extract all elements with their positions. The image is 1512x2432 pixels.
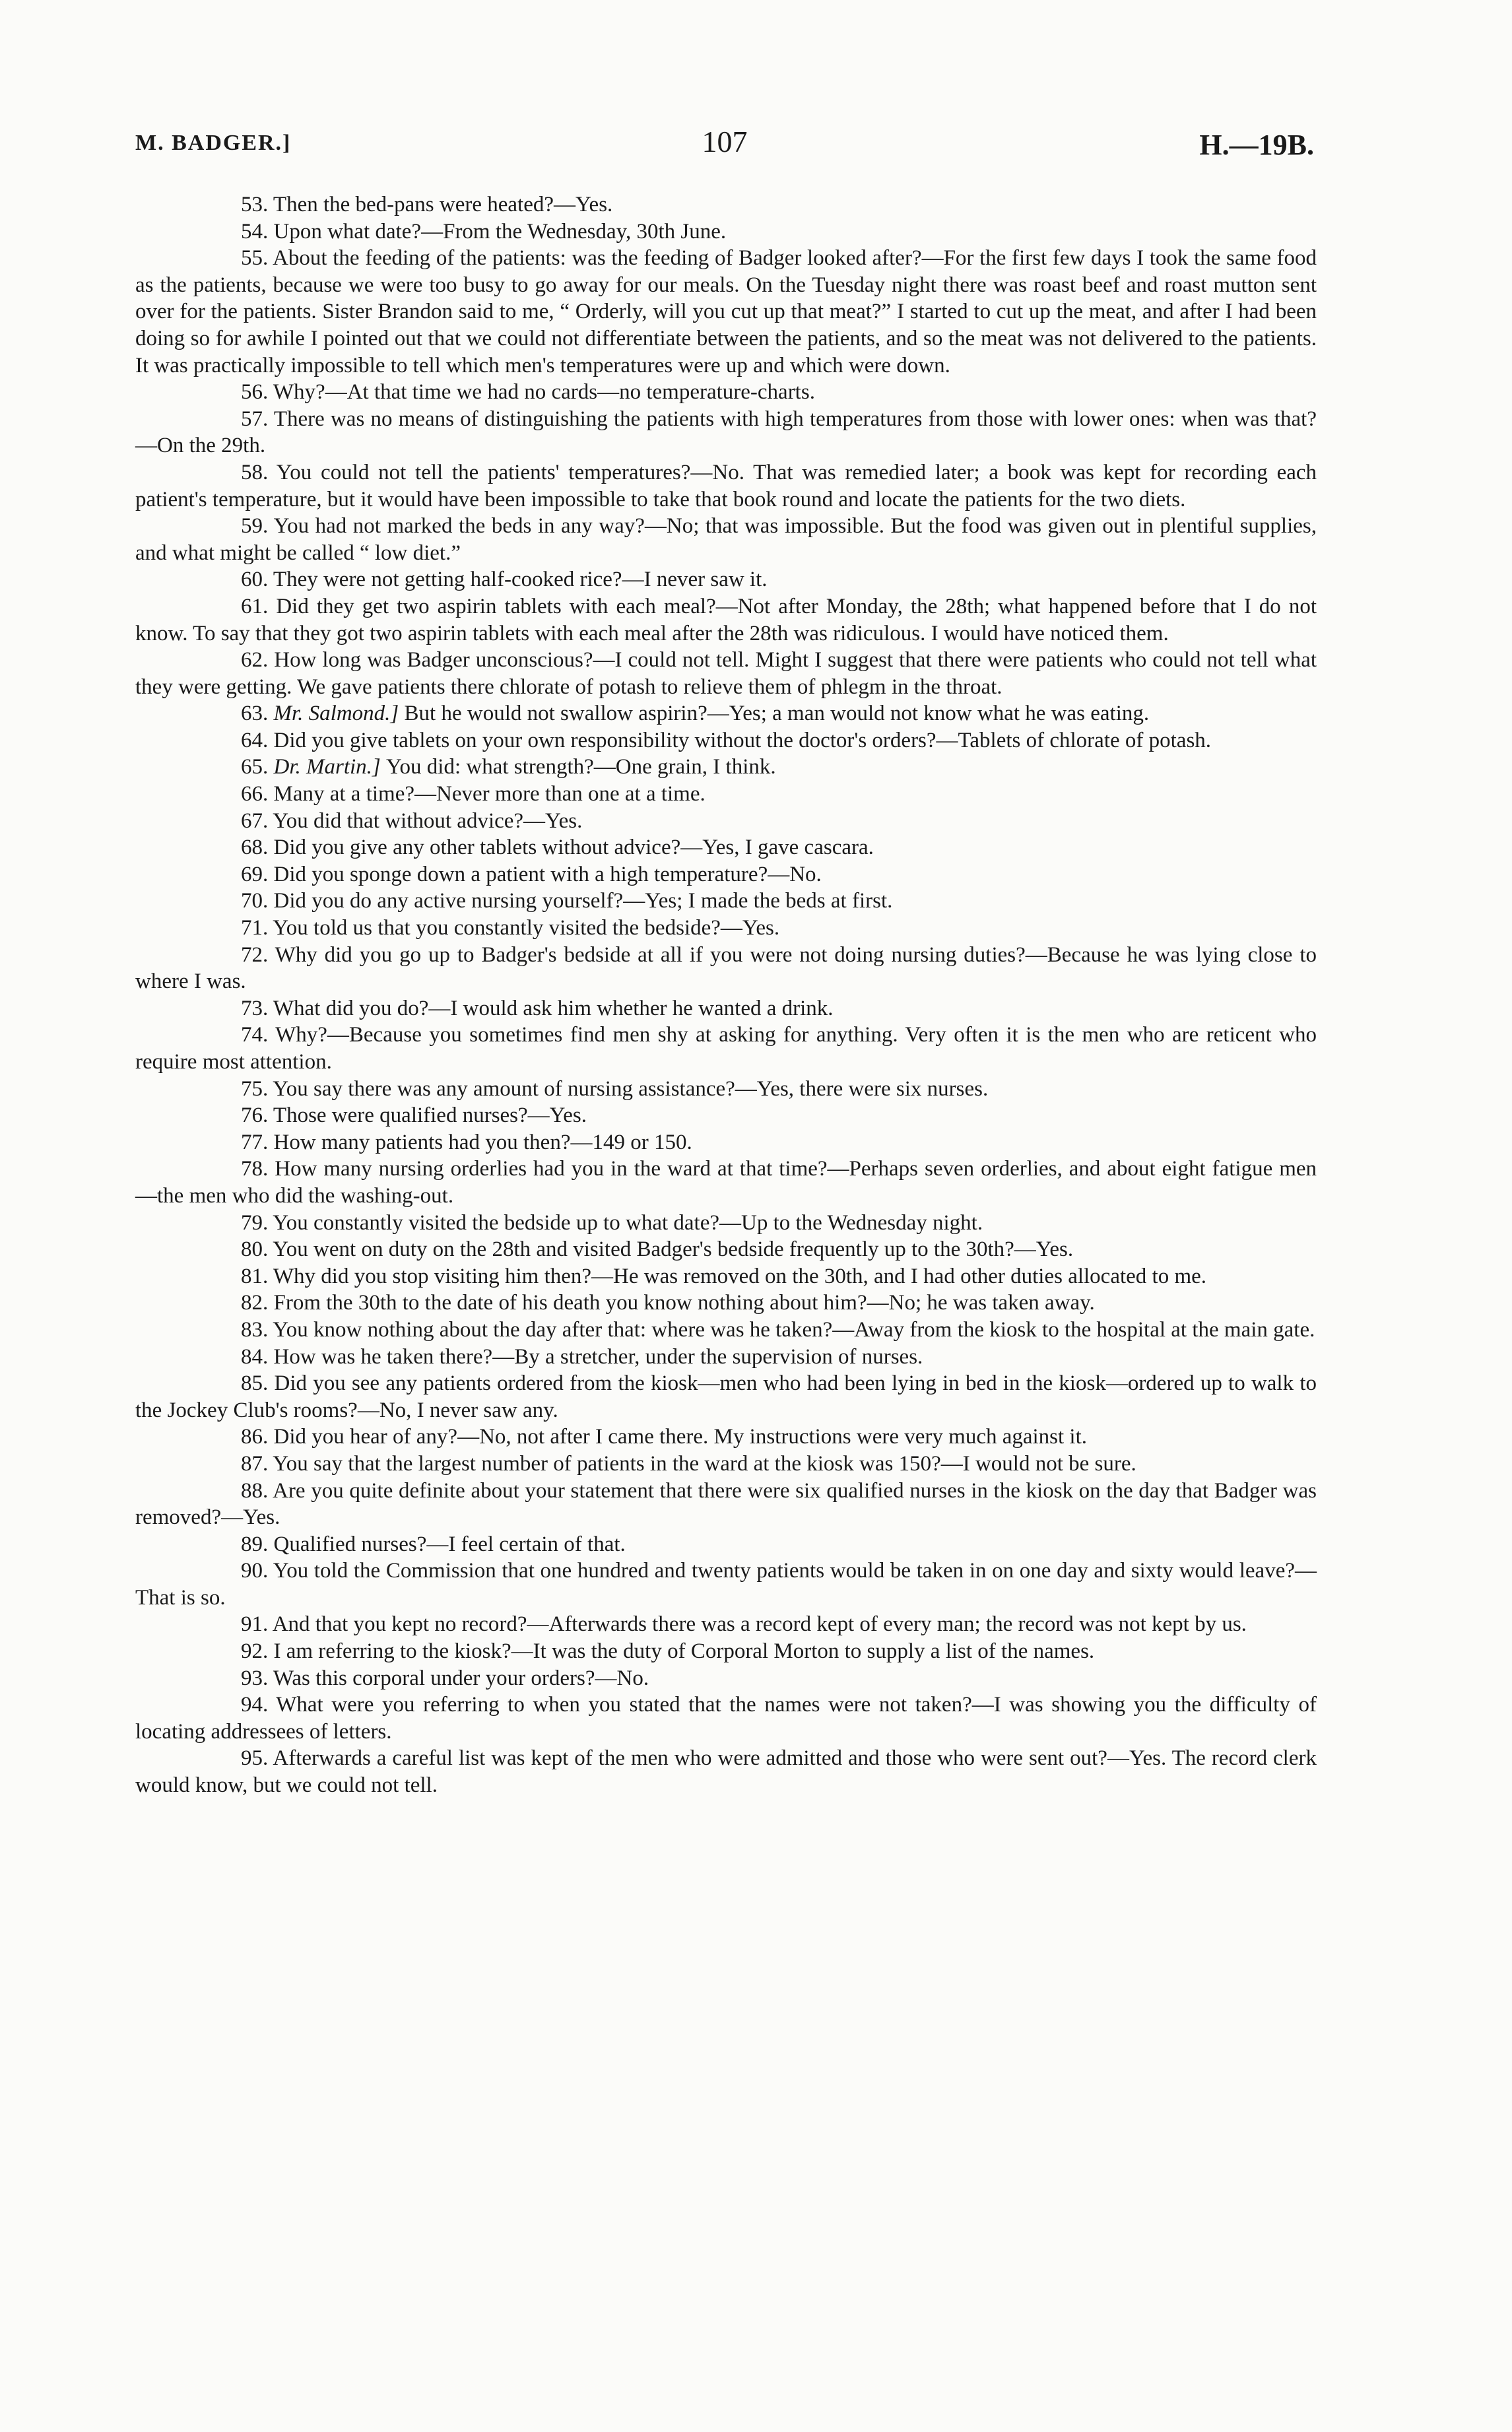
question-answer-text: Qualified nurses?—I feel certain of that. xyxy=(273,1532,626,1556)
testimony-paragraph xyxy=(135,861,1317,888)
testimony-paragraph xyxy=(135,593,1317,647)
testimony-paragraph xyxy=(135,1210,1317,1237)
question-number: 87. xyxy=(241,1451,273,1476)
question-answer-text: But he would not swallow aspirin?—Yes; a man would not know what he was eating. xyxy=(404,702,1150,726)
question-answer-text: What were you referring to when you stated that the names were not taken?—I was showing you the difficulty of locating addressees of letters. xyxy=(135,1693,1317,1744)
testimony-paragraph xyxy=(135,1076,1317,1103)
question-answer-text: How was he taken there?—By a stretcher, under the supervision of nurses. xyxy=(273,1344,923,1369)
question-number: 92. xyxy=(241,1639,274,1664)
question-number: 74. xyxy=(241,1023,276,1047)
question-number: 70. xyxy=(241,889,274,913)
testimony-paragraph xyxy=(135,1424,1317,1451)
question-answer-text: How many nursing orderlies had you in the ward at that time?—Perhaps seven orderlies, and about eight fatigue men—the men who did the washing-out. xyxy=(135,1157,1317,1208)
question-answer-text: Why?—At that time we had no cards—no temperature-charts. xyxy=(273,380,815,405)
question-answer-text: Then the bed-pans were heated?—Yes. xyxy=(273,193,613,216)
testimony-paragraph xyxy=(135,1344,1317,1371)
document-reference: H.—19B. xyxy=(1199,129,1314,161)
question-number: 64. xyxy=(241,728,274,752)
question-number: 79. xyxy=(241,1210,273,1235)
question-number: 65. xyxy=(241,755,274,779)
question-number: 56. xyxy=(241,380,273,405)
question-answer-text: About the feeding of the patients: was the feeding of Badger looked after?—For the first few days I took the same food as the patients, because we were too busy to go away for our meals. On the Tuesday night there was roast beef and roast mutton sent over for the patients. Sister Brandon said to me, “ Orderly, will you cut up that meat?” I started to cut up the meat, and after I had been doing so for awhile I pointed out that we could not differentiate between the patients, and so the meat was not delivered to the patients. It was practically impossible to tell which men's temperatures were up and which were down. xyxy=(135,246,1317,378)
testimony-paragraph xyxy=(135,834,1317,861)
question-number: 88. xyxy=(241,1478,273,1503)
question-number: 83. xyxy=(241,1317,273,1342)
question-answer-text: How long was Badger unconscious?—I could not tell. Might I suggest that there were patients who could not tell what they were getting. We gave patients there chlorate of potash to relieve them of phlegm in the throat. xyxy=(135,648,1317,699)
question-number: 91. xyxy=(241,1612,273,1637)
testimony-paragraph xyxy=(135,781,1317,808)
testimony-paragraph xyxy=(135,406,1317,459)
testimony-paragraph xyxy=(135,1478,1317,1531)
question-answer-text: Did you give any other tablets without advice?—Yes, I gave cascara. xyxy=(273,836,874,860)
question-answer-text: Did you give tablets on your own responsibility without the doctor's orders?—Tablets of chlorate of potash. xyxy=(273,728,1212,752)
question-number: 55. xyxy=(241,246,273,271)
question-number: 80. xyxy=(241,1237,273,1262)
question-answer-text: You constantly visited the bedside up to what date?—Up to the Wednesday night. xyxy=(273,1210,983,1235)
question-answer-text: Why?—Because you sometimes find men shy at asking for anything. Very often it is the men who are reticent who require most attention. xyxy=(135,1023,1317,1074)
question-number: 77. xyxy=(241,1130,274,1154)
question-answer-text: Was this corporal under your orders?—No. xyxy=(273,1666,649,1690)
question-answer-text: You did: what strength?—One grain, I think. xyxy=(386,755,776,779)
question-number: 89. xyxy=(241,1532,274,1556)
question-number: 58. xyxy=(241,460,277,484)
testimony-paragraph xyxy=(135,915,1317,942)
question-number: 62. xyxy=(241,648,275,673)
testimony-paragraph xyxy=(135,1558,1317,1611)
question-answer-text: They were not getting half-cooked rice?—I never saw it. xyxy=(273,568,768,592)
question-answer-text: You say that the largest number of patients in the ward at the kiosk was 150?—I would not be sure. xyxy=(273,1451,1136,1476)
question-answer-text: Did you do any active nursing yourself?—Yes; I made the beds at first. xyxy=(273,889,893,913)
question-number: 82. xyxy=(241,1291,274,1315)
question-answer-text: Upon what date?—From the Wednesday, 30th June. xyxy=(273,219,727,244)
question-answer-text: Did you sponge down a patient with a high temperature?—No. xyxy=(273,862,822,886)
testimony-body xyxy=(135,191,1317,1799)
testimony-paragraph xyxy=(135,1451,1317,1478)
question-answer-text: And that you kept no record?—Afterwards there was a record kept of every man; the record was not kept by us. xyxy=(272,1612,1247,1637)
question-number: 59. xyxy=(241,514,274,539)
question-number: 63. xyxy=(241,702,274,726)
question-number: 68. xyxy=(241,836,274,860)
speaker-label: Mr. Salmond.] xyxy=(273,702,405,726)
question-number: 86. xyxy=(241,1425,274,1449)
testimony-paragraph xyxy=(135,1611,1317,1638)
testimony-paragraph xyxy=(135,700,1317,727)
question-number: 72. xyxy=(241,942,275,967)
testimony-paragraph xyxy=(135,888,1317,915)
testimony-paragraph xyxy=(135,1129,1317,1156)
question-number: 81. xyxy=(241,1264,273,1288)
question-answer-text: Why did you stop visiting him then?—He was removed on the 30th, and I had other duties allocated to me. xyxy=(273,1264,1207,1288)
question-number: 76. xyxy=(241,1103,273,1128)
page-header xyxy=(135,124,1314,164)
question-answer-text: I am referring to the kiosk?—It was the duty of Corporal Morton to supply a list of the names. xyxy=(273,1639,1095,1664)
testimony-paragraph xyxy=(135,995,1317,1022)
question-answer-text: Did you see any patients ordered from the kiosk—men who had been lying in bed in the kiosk—ordered up to walk to the Jockey Club's rooms?—No, I never saw any. xyxy=(135,1371,1317,1422)
question-number: 53. xyxy=(241,193,273,216)
question-answer-text: You told the Commission that one hundred and twenty patients would be taken in on one day and sixty would leave?—That is so. xyxy=(135,1559,1317,1610)
testimony-paragraph xyxy=(135,1263,1317,1290)
question-answer-text: You went on duty on the 28th and visited Badger's bedside frequently up to the 30th?—Yes. xyxy=(273,1237,1074,1262)
testimony-paragraph xyxy=(135,1370,1317,1424)
testimony-paragraph xyxy=(135,459,1317,513)
question-answer-text: Why did you go up to Badger's bedside at all if you were not doing nursing duties?—Because he was lying close to where I was. xyxy=(135,942,1317,994)
question-number: 69. xyxy=(241,862,274,886)
testimony-paragraph xyxy=(135,1290,1317,1317)
testimony-paragraph xyxy=(135,1745,1317,1798)
question-answer-text: You could not tell the patients' temperatures?—No. That was remedied later; a book was kept for recording each patient's temperature, but it would have been impossible to take that book round and locate the patients for the two diets. xyxy=(135,460,1317,511)
question-answer-text: Did they get two aspirin tablets with each meal?—Not after Monday, the 28th; what happened before that I do not know. To say that they got two aspirin tablets with each meal after the 28th was ridiculous. I would have noticed them. xyxy=(135,594,1317,645)
page-number: 107 xyxy=(702,125,748,158)
question-answer-text: You say there was any amount of nursing assistance?—Yes, there were six nurses. xyxy=(273,1076,989,1101)
question-answer-text: Did you hear of any?—No, not after I came there. My instructions were very much against it. xyxy=(273,1425,1088,1449)
question-number: 60. xyxy=(241,568,273,592)
question-answer-text: You did that without advice?—Yes. xyxy=(273,808,583,833)
testimony-paragraph xyxy=(135,218,1317,246)
question-number: 85. xyxy=(241,1371,275,1396)
testimony-paragraph xyxy=(135,1531,1317,1558)
speaker-label: Dr. Martin.] xyxy=(273,755,387,779)
testimony-paragraph xyxy=(135,754,1317,781)
question-number: 90. xyxy=(241,1559,273,1583)
testimony-paragraph xyxy=(135,942,1317,995)
question-number: 71. xyxy=(241,916,273,940)
question-answer-text: You had not marked the beds in any way?—No; that was impossible. But the food was given out in plentiful supplies, and what might be called “ low diet.” xyxy=(135,514,1317,565)
testimony-paragraph xyxy=(135,245,1317,379)
testimony-paragraph xyxy=(135,1692,1317,1745)
question-number: 84. xyxy=(241,1344,274,1369)
question-number: 66. xyxy=(241,782,274,806)
question-answer-text: Those were qualified nurses?—Yes. xyxy=(273,1103,587,1128)
question-answer-text: Are you quite definite about your statement that there were six qualified nurses in the kiosk on the day that Badger was removed?—Yes. xyxy=(135,1478,1317,1530)
testimony-paragraph xyxy=(135,1102,1317,1129)
question-answer-text: There was no means of distinguishing the patients with high temperatures from those with lower ones: when was that?—On the 29th. xyxy=(135,407,1317,458)
question-answer-text: Afterwards a careful list was kept of the men who were admitted and those who were sent out?—Yes. The record clerk would know, but we could not tell. xyxy=(135,1746,1317,1798)
testimony-paragraph xyxy=(135,808,1317,835)
testimony-paragraph xyxy=(135,513,1317,566)
testimony-paragraph xyxy=(135,379,1317,406)
question-number: 93. xyxy=(241,1666,273,1690)
question-number: 94. xyxy=(241,1693,277,1717)
testimony-paragraph xyxy=(135,1665,1317,1692)
question-number: 73. xyxy=(241,996,273,1020)
question-number: 54. xyxy=(241,219,274,244)
testimony-paragraph xyxy=(135,1022,1317,1075)
testimony-paragraph xyxy=(135,566,1317,593)
question-number: 75. xyxy=(241,1076,273,1101)
testimony-paragraph xyxy=(135,191,1317,218)
question-number: 78. xyxy=(241,1157,275,1181)
witness-name: M. BADGER.] xyxy=(135,131,292,155)
question-number: 61. xyxy=(241,594,277,618)
question-number: 57. xyxy=(241,407,274,431)
question-answer-text: You know nothing about the day after that: where was he taken?—Away from the kiosk to the hospital at the main gate. xyxy=(273,1317,1315,1342)
question-answer-text: You told us that you constantly visited the bedside?—Yes. xyxy=(273,916,780,940)
question-answer-text: From the 30th to the date of his death you know nothing about him?—No; he was taken away. xyxy=(273,1291,1095,1315)
testimony-paragraph xyxy=(135,1156,1317,1209)
testimony-paragraph xyxy=(135,1638,1317,1665)
question-answer-text: How many patients had you then?—149 or 150. xyxy=(273,1130,692,1154)
question-number: 67. xyxy=(241,808,273,833)
testimony-paragraph xyxy=(135,727,1317,754)
question-number: 95. xyxy=(241,1746,273,1771)
question-answer-text: What did you do?—I would ask him whether he wanted a drink. xyxy=(273,996,834,1020)
testimony-paragraph xyxy=(135,1236,1317,1263)
testimony-paragraph xyxy=(135,1317,1317,1344)
testimony-paragraph xyxy=(135,647,1317,700)
question-answer-text: Many at a time?—Never more than one at a time. xyxy=(273,782,706,806)
